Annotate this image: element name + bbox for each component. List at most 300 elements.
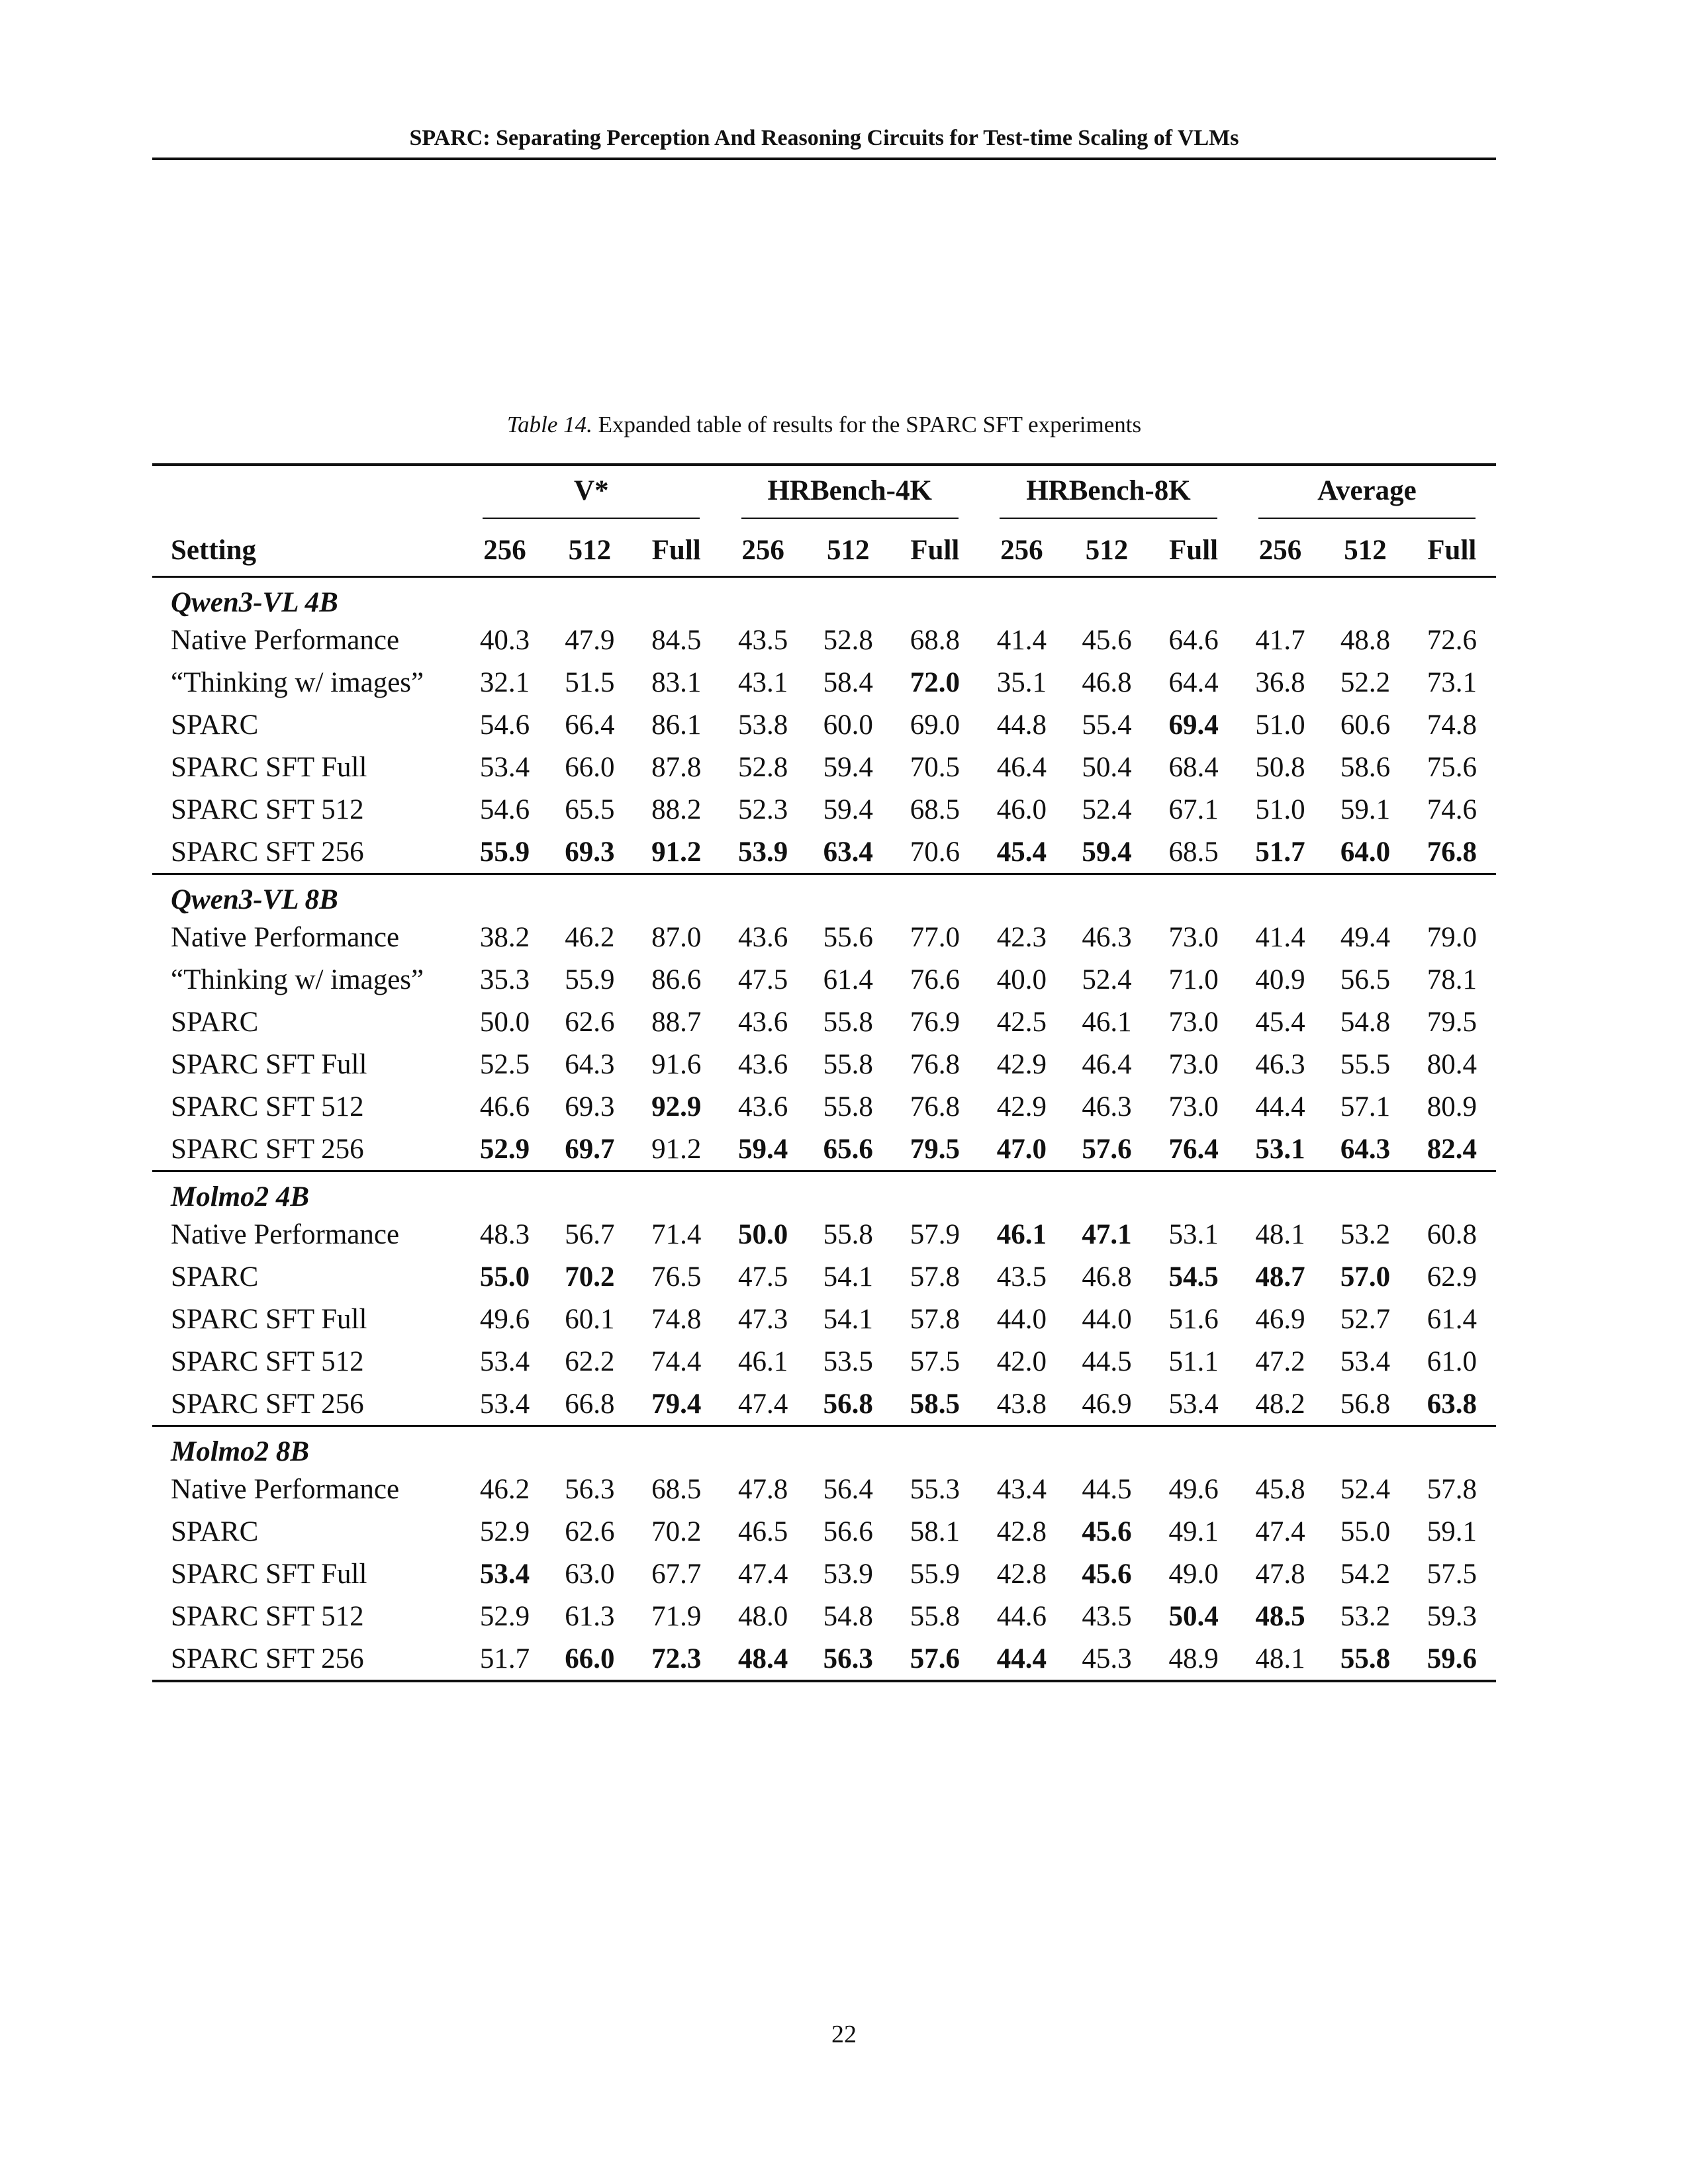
table-cell: 83.1 <box>651 666 702 698</box>
table-cell: 47.8 <box>1255 1558 1305 1590</box>
table-cell: 60.0 <box>823 709 873 741</box>
table-cell: 56.8 <box>1340 1388 1391 1420</box>
table-cell: 47.4 <box>738 1388 788 1420</box>
table-cell: 48.1 <box>1255 1643 1305 1674</box>
column-header: Full <box>632 524 720 577</box>
table-cell: 53.9 <box>738 836 788 868</box>
table-cell: 62.2 <box>565 1345 615 1377</box>
table-cell: 59.4 <box>1082 836 1132 868</box>
row-label: Native Performance <box>171 624 400 656</box>
group-header-hrbench-4k: HRBench-4K <box>720 469 979 524</box>
table-cell: 55.5 <box>1340 1048 1391 1080</box>
table-cell: 66.8 <box>565 1388 615 1420</box>
table-cell: 53.4 <box>479 1558 530 1590</box>
table-cell: 53.1 <box>1255 1133 1305 1165</box>
table-row <box>152 1553 1496 1595</box>
table-row <box>152 746 1496 788</box>
table-cell: 57.5 <box>910 1345 960 1377</box>
table-cell: 43.5 <box>1082 1600 1132 1632</box>
table-cell: 50.8 <box>1255 751 1305 783</box>
section-header-row <box>152 577 1496 619</box>
table-cell: 55.8 <box>1340 1643 1391 1674</box>
table-cell: 32.1 <box>479 666 530 698</box>
table-cell: 56.6 <box>823 1516 873 1547</box>
table-cell: 55.8 <box>823 1048 873 1080</box>
row-label: SPARC SFT 512 <box>171 1600 364 1632</box>
table-cell: 79.4 <box>651 1388 702 1420</box>
column-header: 256 <box>1238 524 1323 577</box>
group-header-empty <box>152 469 462 524</box>
table-cell: 44.5 <box>1082 1473 1132 1505</box>
table-cell: 49.1 <box>1168 1516 1219 1547</box>
table-cell: 79.5 <box>1427 1006 1477 1038</box>
row-label: “Thinking w/ images” <box>171 666 424 698</box>
table-cell: 54.1 <box>823 1303 873 1335</box>
table-row <box>152 1001 1496 1043</box>
table-cell: 73.0 <box>1168 921 1219 953</box>
table-cell: 47.8 <box>738 1473 788 1505</box>
table-cell: 78.1 <box>1427 964 1477 995</box>
table-cell: 45.4 <box>996 836 1047 868</box>
table-row <box>152 788 1496 831</box>
table-cell: 71.9 <box>651 1600 702 1632</box>
table-cell: 41.4 <box>1255 921 1305 953</box>
table-cell: 44.0 <box>996 1303 1047 1335</box>
table-cell: 71.4 <box>651 1218 702 1250</box>
caption-label: Table 14. <box>506 412 592 437</box>
section-header-row <box>152 1171 1496 1214</box>
table-cell: 51.0 <box>1255 794 1305 825</box>
table-cell: 51.7 <box>479 1643 530 1674</box>
table-cell: 57.6 <box>1082 1133 1132 1165</box>
table-cell: 36.8 <box>1255 666 1305 698</box>
table-cell: 40.9 <box>1255 964 1305 995</box>
table-cell: 74.6 <box>1427 794 1477 825</box>
table-cell: 68.8 <box>910 624 960 656</box>
table-cell: 54.6 <box>479 709 530 741</box>
table-cell: 51.6 <box>1168 1303 1219 1335</box>
table-cell: 58.1 <box>910 1516 960 1547</box>
table-cell: 55.8 <box>910 1600 960 1632</box>
table-cell: 52.9 <box>479 1133 530 1165</box>
table-cell: 47.2 <box>1255 1345 1305 1377</box>
table-cell: 76.5 <box>651 1261 702 1293</box>
table-cell: 54.8 <box>823 1600 873 1632</box>
table-cell: 76.9 <box>910 1006 960 1038</box>
table-cell: 55.0 <box>1340 1516 1391 1547</box>
table-cell: 67.7 <box>651 1558 702 1590</box>
row-label: SPARC SFT 512 <box>171 1091 364 1122</box>
column-header: 256 <box>720 524 806 577</box>
table-cell: 45.3 <box>1082 1643 1132 1674</box>
table-cell: 76.8 <box>910 1048 960 1080</box>
table-cell: 46.4 <box>1082 1048 1132 1080</box>
column-header: 512 <box>1323 524 1407 577</box>
row-label: Native Performance <box>171 1218 400 1250</box>
table-row <box>152 1383 1496 1425</box>
table-cell: 35.1 <box>996 666 1047 698</box>
group-header-row <box>152 469 1496 524</box>
results-table <box>152 463 1496 1682</box>
table-cell: 53.9 <box>823 1558 873 1590</box>
table-cell: 52.7 <box>1340 1303 1391 1335</box>
table-cell: 52.5 <box>479 1048 530 1080</box>
table-cell: 69.0 <box>910 709 960 741</box>
table-cell: 76.4 <box>1168 1133 1219 1165</box>
table-cell: 56.5 <box>1340 964 1391 995</box>
table-cell: 66.0 <box>565 751 615 783</box>
table-cell: 40.3 <box>479 624 530 656</box>
table-cell: 46.1 <box>996 1218 1047 1250</box>
row-label: SPARC SFT 256 <box>171 1388 364 1420</box>
table-cell: 43.1 <box>738 666 788 698</box>
table-cell: 91.2 <box>651 836 702 868</box>
row-label: SPARC <box>171 1261 259 1293</box>
table-cell: 53.4 <box>479 1345 530 1377</box>
table-cell: 60.8 <box>1427 1218 1477 1250</box>
table-row <box>152 1043 1496 1085</box>
table-cell: 50.0 <box>738 1218 788 1250</box>
table-cell: 49.6 <box>479 1303 530 1335</box>
table-cell: 86.6 <box>651 964 702 995</box>
table-row <box>152 704 1496 746</box>
page-number: 22 <box>831 2021 857 2048</box>
table-cell: 73.1 <box>1427 666 1477 698</box>
table-cell: 59.1 <box>1340 794 1391 825</box>
table-cell: 46.3 <box>1082 1091 1132 1122</box>
table-cell: 45.6 <box>1082 1516 1132 1547</box>
table-cell: 57.8 <box>910 1303 960 1335</box>
section-header-row <box>152 1426 1496 1469</box>
table-row <box>152 1128 1496 1170</box>
table-caption <box>152 412 1496 438</box>
table-cell: 46.4 <box>996 751 1047 783</box>
table-cell: 53.1 <box>1168 1218 1219 1250</box>
table-cell: 54.2 <box>1340 1558 1391 1590</box>
column-header: 512 <box>806 524 891 577</box>
table-cell: 43.6 <box>738 1048 788 1080</box>
table-row <box>152 661 1496 704</box>
running-header: SPARC: Separating Perception And Reasoning Circuits for Test-time Scaling of VLMs <box>409 126 1239 150</box>
table-cell: 55.9 <box>479 836 530 868</box>
table-cell: 55.8 <box>823 1218 873 1250</box>
column-header: 512 <box>1064 524 1150 577</box>
table-body <box>152 577 1496 1682</box>
table-cell: 46.9 <box>1082 1388 1132 1420</box>
table-cell: 53.2 <box>1340 1218 1391 1250</box>
column-header: Full <box>1149 524 1238 577</box>
table-row <box>152 1468 1496 1510</box>
table-cell: 52.9 <box>479 1600 530 1632</box>
table-cell: 64.0 <box>1340 836 1391 868</box>
row-label: SPARC SFT Full <box>171 1303 367 1335</box>
table-cell: 86.1 <box>651 709 702 741</box>
table-cell: 42.8 <box>996 1558 1047 1590</box>
table-cell: 45.6 <box>1082 624 1132 656</box>
table-cell: 52.3 <box>738 794 788 825</box>
table-cell: 76.6 <box>910 964 960 995</box>
table-cell: 55.9 <box>565 964 615 995</box>
table-cell: 60.6 <box>1340 709 1391 741</box>
table-cell: 57.5 <box>1427 1558 1477 1590</box>
table-cell: 43.5 <box>996 1261 1047 1293</box>
table-cell: 52.4 <box>1082 964 1132 995</box>
group-header-hrbench-8k: HRBench-8K <box>979 469 1238 524</box>
table-cell: 62.6 <box>565 1006 615 1038</box>
table-cell: 47.0 <box>996 1133 1047 1165</box>
row-label: SPARC SFT 256 <box>171 836 364 868</box>
table-cell: 52.4 <box>1082 794 1132 825</box>
table-cell: 51.7 <box>1255 836 1305 868</box>
table-cell: 70.6 <box>910 836 960 868</box>
table-cell: 42.8 <box>996 1516 1047 1547</box>
table-cell: 66.0 <box>565 1643 615 1674</box>
table-cell: 69.7 <box>565 1133 615 1165</box>
table-cell: 71.0 <box>1168 964 1219 995</box>
table-cell: 53.4 <box>479 1388 530 1420</box>
table-cell: 68.5 <box>910 794 960 825</box>
table-cell: 80.4 <box>1427 1048 1477 1080</box>
table-cell: 74.4 <box>651 1345 702 1377</box>
table-row <box>152 958 1496 1001</box>
table-cell: 49.6 <box>1168 1473 1219 1505</box>
table-cell: 55.6 <box>823 921 873 953</box>
header-rule <box>152 158 1496 160</box>
column-header-setting: Setting <box>152 524 462 577</box>
table-cell: 54.6 <box>479 794 530 825</box>
group-header-average: Average <box>1238 469 1496 524</box>
column-header: 256 <box>979 524 1064 577</box>
column-header: 512 <box>547 524 632 577</box>
row-label: SPARC SFT Full <box>171 751 367 783</box>
table-cell: 65.5 <box>565 794 615 825</box>
table-cell: 51.1 <box>1168 1345 1219 1377</box>
row-label: Native Performance <box>171 1473 400 1505</box>
table-cell: 69.3 <box>565 836 615 868</box>
table-cell: 43.6 <box>738 1006 788 1038</box>
section-header-row <box>152 874 1496 917</box>
table-cell: 74.8 <box>651 1303 702 1335</box>
table-cell: 53.5 <box>823 1345 873 1377</box>
table-cell: 56.7 <box>565 1218 615 1250</box>
table-cell: 57.0 <box>1340 1261 1391 1293</box>
table-cell: 64.4 <box>1168 666 1219 698</box>
table-row <box>152 1213 1496 1255</box>
table-cell: 72.6 <box>1427 624 1477 656</box>
table-cell: 48.3 <box>479 1218 530 1250</box>
table-cell: 59.3 <box>1427 1600 1477 1632</box>
table-row <box>152 1595 1496 1637</box>
table-cell: 46.6 <box>479 1091 530 1122</box>
row-label: SPARC <box>171 709 259 741</box>
table-cell: 42.5 <box>996 1006 1047 1038</box>
table-cell: 63.8 <box>1427 1388 1477 1420</box>
table-cell: 61.4 <box>823 964 873 995</box>
table-cell: 57.6 <box>910 1643 960 1674</box>
table-cell: 46.2 <box>479 1473 530 1505</box>
table-cell: 61.4 <box>1427 1303 1477 1335</box>
table-cell: 74.8 <box>1427 709 1477 741</box>
table-cell: 41.4 <box>996 624 1047 656</box>
table-cell: 75.6 <box>1427 751 1477 783</box>
table-cell: 55.9 <box>910 1558 960 1590</box>
table-cell: 70.5 <box>910 751 960 783</box>
table-cell: 56.3 <box>823 1643 873 1674</box>
table-cell: 61.0 <box>1427 1345 1477 1377</box>
table-cell: 64.3 <box>565 1048 615 1080</box>
table-cell: 53.8 <box>738 709 788 741</box>
table-cell: 48.5 <box>1255 1600 1305 1632</box>
table-cell: 92.9 <box>651 1091 702 1122</box>
table-cell: 63.0 <box>565 1558 615 1590</box>
table-cell: 76.8 <box>1427 836 1477 868</box>
table-cell: 47.4 <box>738 1558 788 1590</box>
column-header: 256 <box>462 524 547 577</box>
table-cell: 87.8 <box>651 751 702 783</box>
table-row <box>152 916 1496 958</box>
table-cell: 66.4 <box>565 709 615 741</box>
table-cell: 58.6 <box>1340 751 1391 783</box>
table-cell: 46.2 <box>565 921 615 953</box>
table-row <box>152 1340 1496 1383</box>
table-cell: 44.5 <box>1082 1345 1132 1377</box>
table-cell: 62.9 <box>1427 1261 1477 1293</box>
table-cell: 91.2 <box>651 1133 702 1165</box>
table-cell: 38.2 <box>479 921 530 953</box>
table-cell: 44.4 <box>996 1643 1047 1674</box>
table-cell: 50.4 <box>1168 1600 1219 1632</box>
row-label: SPARC <box>171 1516 259 1547</box>
section-title: Qwen3-VL 4B <box>171 587 338 618</box>
table-cell: 53.4 <box>479 751 530 783</box>
row-label: “Thinking w/ images” <box>171 964 424 995</box>
table-cell: 69.3 <box>565 1091 615 1122</box>
table-cell: 42.3 <box>996 921 1047 953</box>
table-cell: 59.1 <box>1427 1516 1477 1547</box>
table-cell: 68.5 <box>651 1473 702 1505</box>
table-cell: 46.3 <box>1255 1048 1305 1080</box>
table-cell: 64.6 <box>1168 624 1219 656</box>
table-cell: 48.4 <box>738 1643 788 1674</box>
row-label: SPARC SFT 256 <box>171 1643 364 1674</box>
table-cell: 73.0 <box>1168 1091 1219 1122</box>
table-cell: 47.5 <box>738 964 788 995</box>
table-cell: 47.5 <box>738 1261 788 1293</box>
table-cell: 72.0 <box>910 666 960 698</box>
table-cell: 48.7 <box>1255 1261 1305 1293</box>
table-cell: 54.1 <box>823 1261 873 1293</box>
table-cell: 45.6 <box>1082 1558 1132 1590</box>
table-cell: 45.8 <box>1255 1473 1305 1505</box>
table-cell: 52.2 <box>1340 666 1391 698</box>
table-cell: 46.8 <box>1082 1261 1132 1293</box>
table-cell: 53.4 <box>1340 1345 1391 1377</box>
column-header: Full <box>891 524 980 577</box>
table-cell: 62.6 <box>565 1516 615 1547</box>
table-cell: 46.3 <box>1082 921 1132 953</box>
table-cell: 72.3 <box>651 1643 702 1674</box>
row-label: SPARC SFT Full <box>171 1048 367 1080</box>
table-cell: 88.2 <box>651 794 702 825</box>
table-cell: 57.9 <box>910 1218 960 1250</box>
table-cell: 46.5 <box>738 1516 788 1547</box>
table-cell: 51.0 <box>1255 709 1305 741</box>
table-cell: 73.0 <box>1168 1006 1219 1038</box>
table-cell: 55.0 <box>479 1261 530 1293</box>
table-cell: 68.4 <box>1168 751 1219 783</box>
table-cell: 59.4 <box>738 1133 788 1165</box>
table-cell: 55.8 <box>823 1091 873 1122</box>
table-cell: 44.6 <box>996 1600 1047 1632</box>
column-header: Full <box>1408 524 1496 577</box>
table-cell: 47.1 <box>1082 1218 1132 1250</box>
section-title: Molmo2 4B <box>171 1181 310 1212</box>
section-title: Qwen3-VL 8B <box>171 884 338 915</box>
bottom-rule <box>152 1680 1496 1681</box>
row-label: SPARC SFT 256 <box>171 1133 364 1165</box>
table-cell: 45.4 <box>1255 1006 1305 1038</box>
table-cell: 73.0 <box>1168 1048 1219 1080</box>
table-cell: 88.7 <box>651 1006 702 1038</box>
table-cell: 64.3 <box>1340 1133 1391 1165</box>
table-cell: 56.8 <box>823 1388 873 1420</box>
table-cell: 46.1 <box>738 1345 788 1377</box>
row-label: SPARC SFT 512 <box>171 1345 364 1377</box>
table-cell: 79.5 <box>910 1133 960 1165</box>
table-cell: 53.4 <box>1168 1388 1219 1420</box>
table-row <box>152 1510 1496 1553</box>
table-cell: 46.9 <box>1255 1303 1305 1335</box>
row-label: SPARC SFT 512 <box>171 794 364 825</box>
table-cell: 70.2 <box>565 1261 615 1293</box>
table-cell: 40.0 <box>996 964 1047 995</box>
section-title: Molmo2 8B <box>171 1436 310 1467</box>
table-cell: 68.5 <box>1168 836 1219 868</box>
table-cell: 44.8 <box>996 709 1047 741</box>
table-cell: 46.8 <box>1082 666 1132 698</box>
caption-text: Expanded table of results for the SPARC SFT experiments <box>598 412 1142 437</box>
table-cell: 48.8 <box>1340 624 1391 656</box>
table-cell: 55.4 <box>1082 709 1132 741</box>
table-cell: 55.3 <box>910 1473 960 1505</box>
table-cell: 48.1 <box>1255 1218 1305 1250</box>
table-cell: 63.4 <box>823 836 873 868</box>
table-cell: 77.0 <box>910 921 960 953</box>
row-label: Native Performance <box>171 921 400 953</box>
table-cell: 49.0 <box>1168 1558 1219 1590</box>
table-cell: 52.4 <box>1340 1473 1391 1505</box>
table-cell: 43.8 <box>996 1388 1047 1420</box>
table-cell: 69.4 <box>1168 709 1219 741</box>
table-cell: 54.8 <box>1340 1006 1391 1038</box>
table-cell: 42.9 <box>996 1091 1047 1122</box>
row-label: SPARC SFT Full <box>171 1558 367 1590</box>
table-row <box>152 1255 1496 1298</box>
table-row <box>152 831 1496 873</box>
table-cell: 44.0 <box>1082 1303 1132 1335</box>
table-cell: 91.6 <box>651 1048 702 1080</box>
table-cell: 47.3 <box>738 1303 788 1335</box>
table-cell: 58.4 <box>823 666 873 698</box>
table-cell: 35.3 <box>479 964 530 995</box>
table-cell: 58.5 <box>910 1388 960 1420</box>
table-cell: 57.8 <box>910 1261 960 1293</box>
table-cell: 42.0 <box>996 1345 1047 1377</box>
table-cell: 61.3 <box>565 1600 615 1632</box>
table-cell: 43.4 <box>996 1473 1047 1505</box>
table-cell: 52.8 <box>738 751 788 783</box>
table-cell: 51.5 <box>565 666 615 698</box>
